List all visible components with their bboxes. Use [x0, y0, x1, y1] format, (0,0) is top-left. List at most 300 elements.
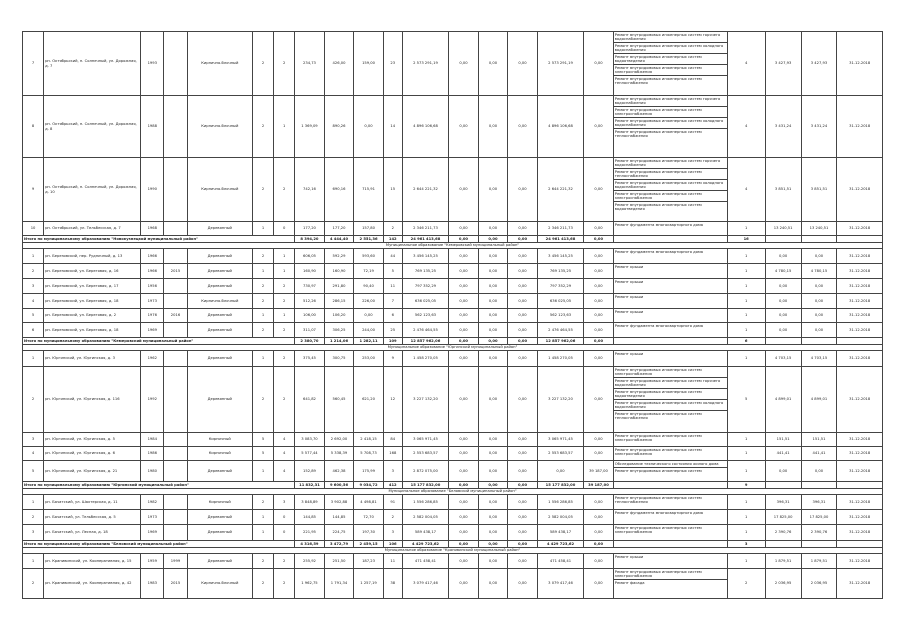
subtotal-value: 8 394,20 — [295, 236, 325, 243]
cost-owners: 2 553 683,57 — [537, 447, 583, 461]
wall-material: Кирпично-блочный — [187, 158, 252, 222]
table-row — [23, 525, 883, 541]
row-number: 10 — [23, 222, 44, 236]
work-item: Ремонт внутридомовых инженерных систем холодного водоснабжения — [614, 118, 727, 129]
address-cell: рп. Крапивинский, ул. Кооперативная, д. 42 — [44, 569, 141, 599]
completion-date: 31.12.2018 — [837, 294, 883, 309]
subtotal-value: 106 — [383, 541, 402, 548]
living-area: 462,38 — [324, 461, 354, 482]
subtotal-empty — [765, 541, 801, 548]
works-count: 1 — [727, 264, 765, 279]
cost-owners: 2 644 221,32 — [537, 158, 583, 222]
entrances: 0 — [274, 222, 295, 236]
other-area: 187,23 — [354, 554, 384, 569]
max-unit-cost: 151,51 — [801, 433, 837, 447]
work-item: Ремонт внутридомовых инженерных систем электроснабжения — [614, 526, 702, 534]
max-unit-cost: 0,00 — [801, 461, 837, 482]
row-number: 1 — [23, 554, 44, 569]
other-area: 90,40 — [354, 279, 384, 294]
works-count: 1 — [727, 279, 765, 294]
residents: 2 — [383, 222, 402, 236]
repair-year: 2015 — [164, 264, 187, 279]
work-item: Ремонт крыши — [614, 280, 644, 284]
total-area: 641,82 — [295, 367, 325, 433]
table-row — [23, 461, 883, 482]
floors: 1 — [253, 525, 274, 541]
subtotal-empty — [837, 236, 883, 243]
work-item: Ремонт фундамента многоквартирного дома — [614, 250, 704, 254]
row-number: 6 — [23, 323, 44, 338]
floors: 2 — [253, 367, 274, 433]
living-area: 306,25 — [324, 323, 354, 338]
work-item: Ремонт внутридомовых инженерных систем водоотведения — [614, 389, 727, 400]
completion-date: 31.12.2018 — [837, 249, 883, 264]
repair-year — [164, 249, 187, 264]
residents: 11 — [383, 554, 402, 569]
row-number: 8 — [23, 96, 44, 158]
subtotal-row — [23, 338, 883, 345]
cost-owners: 2 346 211,73 — [537, 222, 583, 236]
residents: 11 — [383, 279, 402, 294]
wall-material: Кирпичный — [187, 495, 252, 510]
subtotal-count: 9 — [727, 482, 765, 489]
cost-owners: 2 476 464,55 — [537, 323, 583, 338]
works-cell — [613, 264, 727, 279]
cost-total: 2 872 075,00 — [402, 461, 448, 482]
completion-date: 31.12.2018 — [837, 510, 883, 525]
wall-material: Деревянный — [187, 525, 252, 541]
build-year: 1969 — [141, 323, 164, 338]
build-year: 1982 — [141, 495, 164, 510]
other-area: 159,00 — [354, 32, 384, 96]
cost-municipal: 0,00 — [508, 264, 538, 279]
cost-fund: 0,00 — [449, 222, 479, 236]
subtotal-value: 0,00 — [584, 338, 614, 345]
work-item: Ремонт внутридомовых инженерных систем электроснабжения — [614, 191, 727, 202]
build-year: 1983 — [141, 569, 164, 599]
completion-date: 31.12.2018 — [837, 279, 883, 294]
subtotal-empty — [613, 236, 727, 243]
table-row — [23, 294, 883, 309]
subtotal-value: 0,00 — [478, 236, 508, 243]
subtotal-row — [23, 541, 883, 548]
subtotal-value: 15 177 832,00 — [402, 482, 448, 489]
address-cell: рп. Октябрьский, п. Солнечный, ул. Дорожная, д. 7 — [44, 32, 141, 96]
floors: 2 — [253, 96, 274, 158]
row-number: 4 — [23, 294, 44, 309]
subtotal-value: 0,00 — [478, 541, 508, 548]
subtotal-value: 2 551,36 — [354, 236, 384, 243]
cost-region: 0,00 — [478, 351, 508, 367]
subtotal-value: 0,00 — [584, 236, 614, 243]
unit-cost: 0,00 — [765, 294, 801, 309]
cost-owners: 797 352,29 — [537, 279, 583, 294]
subtotal-value: 0,00 — [449, 541, 479, 548]
wall-material: Деревянный — [187, 554, 252, 569]
cost-fund: 0,00 — [449, 367, 479, 433]
work-item: Ремонт внутридомовых инженерных систем электроснабжения — [614, 448, 702, 456]
works-cell — [613, 158, 727, 222]
subtotal-empty — [801, 482, 837, 489]
work-item: Ремонт внутридомовых инженерных систем водоотведения — [614, 203, 702, 211]
table-row — [23, 447, 883, 461]
works-cell — [613, 309, 727, 323]
work-item: Ремонт внутридомовых инженерных систем теплоснабжения — [614, 169, 727, 180]
cost-owners: 4 896 106,68 — [537, 96, 583, 158]
work-item: Ремонт внутридомовых инженерных систем электроснабжения — [614, 367, 727, 378]
table-row — [23, 279, 883, 294]
unit-cost: 441,41 — [765, 447, 801, 461]
cost-municipal: 0,00 — [508, 222, 538, 236]
residents: 3 — [383, 525, 402, 541]
other-area: 593,60 — [354, 249, 384, 264]
other-area: 621,20 — [354, 367, 384, 433]
section-title: Муниципальное образование "Юргинский муниципальный район" — [23, 345, 883, 351]
max-unit-cost: 441,41 — [801, 447, 837, 461]
work-item: Ремонт внутридомовых инженерных систем горячего водоснабжения — [614, 96, 727, 107]
cost-fund: 0,00 — [449, 569, 479, 599]
cost-total: 1 458 270,05 — [402, 351, 448, 367]
table-row — [23, 249, 883, 264]
cost-total: 2 644 221,32 — [402, 158, 448, 222]
cost-region: 0,00 — [478, 294, 508, 309]
cost-owners: 562 123,63 — [537, 309, 583, 323]
entrances: 0 — [274, 510, 295, 525]
subtotal-value: 0,00 — [478, 482, 508, 489]
work-item: Ремонт внутридомовых инженерных систем горячего водоснабжения — [614, 378, 727, 389]
unit-cost: 0,00 — [765, 323, 801, 338]
cost-other: 0,00 — [584, 279, 614, 294]
table-row — [23, 367, 883, 433]
cost-other: 0,00 — [584, 96, 614, 158]
subtotal-count: 3 — [727, 541, 765, 548]
section-title: Муниципальное образование "Крапивинский муниципальный район" — [23, 548, 883, 554]
cost-other: 0,00 — [584, 367, 614, 433]
cost-municipal: 0,00 — [508, 279, 538, 294]
total-area: 742,16 — [295, 158, 325, 222]
subtotal-value: 1 214,06 — [324, 338, 354, 345]
repair-year — [164, 351, 187, 367]
floors: 1 — [253, 510, 274, 525]
row-number: 1 — [23, 249, 44, 264]
row-number: 2 — [23, 569, 44, 599]
cost-fund: 0,00 — [449, 279, 479, 294]
unit-cost: 0,00 — [765, 279, 801, 294]
wall-material: Деревянный — [187, 510, 252, 525]
entrances: 2 — [274, 569, 295, 599]
cost-region: 0,00 — [478, 525, 508, 541]
subtotal-row — [23, 482, 883, 489]
build-year: 1966 — [141, 249, 164, 264]
completion-date: 31.12.2018 — [837, 433, 883, 447]
living-area: 560,45 — [324, 367, 354, 433]
repair-year — [164, 158, 187, 222]
row-number: 3 — [23, 433, 44, 447]
works-cell — [613, 96, 727, 158]
row-number: 7 — [23, 32, 44, 96]
unit-cost: 0,00 — [765, 309, 801, 323]
row-number: 1 — [23, 495, 44, 510]
cost-municipal: 0,00 — [508, 367, 538, 433]
row-number: 4 — [23, 447, 44, 461]
max-unit-cost: 2 390,76 — [801, 525, 837, 541]
entrances: 1 — [274, 249, 295, 264]
unit-cost: 4 780,15 — [765, 264, 801, 279]
repair-year — [164, 447, 187, 461]
cost-region: 0,00 — [478, 367, 508, 433]
wall-material: Деревянный — [187, 222, 252, 236]
subtotal-value: 0,00 — [508, 338, 538, 345]
cost-other: 0,00 — [584, 433, 614, 447]
wall-material: Деревянный — [187, 249, 252, 264]
cost-region: 0,00 — [478, 96, 508, 158]
row-number: 5 — [23, 309, 44, 323]
unit-cost: 1 879,51 — [765, 554, 801, 569]
unit-cost: 17 825,00 — [765, 510, 801, 525]
work-item: Ремонт фасада — [614, 581, 645, 585]
residents: 2 — [383, 510, 402, 525]
works-cell — [613, 510, 727, 525]
cost-total: 4 896 106,68 — [402, 96, 448, 158]
cost-total: 1 556 286,85 — [402, 495, 448, 510]
works-count: 1 — [727, 461, 765, 482]
unit-cost: 3 431,24 — [765, 96, 801, 158]
wall-material: Деревянный — [187, 367, 252, 433]
unit-cost: 0,00 — [765, 249, 801, 264]
subtotal-value: 4 429 723,62 — [537, 541, 583, 548]
cost-region: 0,00 — [478, 32, 508, 96]
works-count: 1 — [727, 294, 765, 309]
address-cell: рп. Октябрьский, ул. Тельбесская, д. 7 — [44, 222, 141, 236]
completion-date: 31.12.2018 — [837, 32, 883, 96]
work-item: Ремонт внутридомовых инженерных систем — [614, 469, 702, 473]
wall-material: Кирпично-блочный — [187, 294, 252, 309]
build-year: 1959 — [141, 554, 164, 569]
cost-fund: 0,00 — [449, 461, 479, 482]
unit-cost: 2 036,95 — [765, 569, 801, 599]
table-row — [23, 510, 883, 525]
residents: 25 — [383, 323, 402, 338]
table-row — [23, 351, 883, 367]
repair-year — [164, 279, 187, 294]
max-unit-cost: 396,31 — [801, 495, 837, 510]
cost-owners: 3 227 132,20 — [537, 367, 583, 433]
work-item: Ремонт внутридомовых инженерных систем теплоснабжения — [614, 496, 702, 504]
cost-total: 797 352,29 — [402, 279, 448, 294]
subtotal-value: 24 961 413,68 — [402, 236, 448, 243]
total-area: 1 369,09 — [295, 96, 325, 158]
living-area: 106,20 — [324, 309, 354, 323]
unit-cost: 4 703,15 — [765, 351, 801, 367]
max-unit-cost: 0,00 — [801, 294, 837, 309]
residents: 6 — [383, 309, 402, 323]
work-item: Ремонт внутридомовых инженерных систем горячего водоснабжения — [614, 32, 727, 43]
row-number: 5 — [23, 461, 44, 482]
max-unit-cost: 3 431,24 — [801, 96, 837, 158]
cost-other: 0,00 — [584, 351, 614, 367]
wall-material: Деревянный — [187, 461, 252, 482]
wall-material: Деревянный — [187, 323, 252, 338]
floors: 2 — [253, 249, 274, 264]
works-count: 5 — [727, 367, 765, 433]
floors: 1 — [253, 351, 274, 367]
subtotal-count: 16 — [727, 236, 765, 243]
cost-municipal: 0,00 — [508, 433, 538, 447]
other-area: 2 418,15 — [354, 433, 384, 447]
work-item: Ремонт внутридомовых инженерных систем холодного водоснабжения — [614, 43, 727, 54]
works-count: 1 — [727, 554, 765, 569]
total-area: 106,00 — [295, 309, 325, 323]
entrances: 1 — [274, 264, 295, 279]
total-area: 1 962,75 — [295, 569, 325, 599]
address-cell: рп. Березовский, ул. Береговая, д. 17 — [44, 279, 141, 294]
build-year: 1966 — [141, 264, 164, 279]
cost-municipal: 0,00 — [508, 309, 538, 323]
repair-year — [164, 323, 187, 338]
table-body — [23, 32, 883, 599]
subtotal-value: 142 — [383, 236, 402, 243]
build-year: 1968 — [141, 222, 164, 236]
entrances: 3 — [274, 495, 295, 510]
work-item: Ремонт внутридомовых инженерных систем холодного водоснабжения — [614, 400, 727, 411]
cost-region: 0,00 — [478, 554, 508, 569]
work-item: Ремонт крыши — [614, 295, 644, 299]
cost-owners: 636 025,05 — [537, 294, 583, 309]
residents: 3 — [383, 461, 402, 482]
entrances: 2 — [274, 32, 295, 96]
living-area: 426,00 — [324, 32, 354, 96]
subtotal-value: 4 444,40 — [324, 236, 354, 243]
other-area: 0,00 — [354, 96, 384, 158]
floors: 2 — [253, 32, 274, 96]
other-area: 244,00 — [354, 323, 384, 338]
total-area: 255,92 — [295, 554, 325, 569]
subtotal-row — [23, 236, 883, 243]
wall-material: Кирпичный — [187, 447, 252, 461]
repair-year: 2015 — [164, 569, 187, 599]
entrances: 2 — [274, 323, 295, 338]
unit-cost: 4 899,01 — [765, 367, 801, 433]
subtotal-empty — [765, 482, 801, 489]
address-cell: рп. Березовский, ул. Береговая, д. 16 — [44, 264, 141, 279]
completion-date: 31.12.2018 — [837, 264, 883, 279]
max-unit-cost: 13 240,51 — [801, 222, 837, 236]
cost-other: 0,00 — [584, 294, 614, 309]
floors: 5 — [253, 433, 274, 447]
address-cell: рп. Березовский, ул. Береговая, д. 18 — [44, 323, 141, 338]
living-area: 592,29 — [324, 249, 354, 264]
residents: 84 — [383, 433, 402, 447]
floors: 2 — [253, 554, 274, 569]
table-row — [23, 433, 883, 447]
floors: 5 — [253, 447, 274, 461]
cost-municipal: 0,00 — [508, 96, 538, 158]
work-item: Ремонт крыши — [614, 310, 644, 314]
address-cell: рп. Октябрьский, п. Солнечный, ул. Дорожная, д. 10 — [44, 158, 141, 222]
row-number: 3 — [23, 525, 44, 541]
table-row — [23, 158, 883, 222]
table-row — [23, 32, 883, 96]
repair-year — [164, 495, 187, 510]
max-unit-cost: 4 703,15 — [801, 351, 837, 367]
table-row — [23, 222, 883, 236]
subtotal-value: 9 034,72 — [354, 482, 384, 489]
subtotal-value: 12 857 962,06 — [402, 338, 448, 345]
row-number: 1 — [23, 351, 44, 367]
residents: 91 — [383, 495, 402, 510]
living-area: 251,50 — [324, 554, 354, 569]
table-row — [23, 323, 883, 338]
max-unit-cost: 4 899,01 — [801, 367, 837, 433]
max-unit-cost: 4 780,15 — [801, 264, 837, 279]
build-year: 1973 — [141, 510, 164, 525]
cost-municipal: 0,00 — [508, 461, 538, 482]
cost-other: 39 187,00 — [584, 461, 614, 482]
floors: 2 — [253, 158, 274, 222]
row-number: 2 — [23, 367, 44, 433]
total-area: 512,26 — [295, 294, 325, 309]
build-year: 1992 — [141, 367, 164, 433]
work-item: Ремонт внутридомовых инженерных систем холодного водоснабжения — [614, 180, 727, 191]
repair-year — [164, 294, 187, 309]
table-row — [23, 264, 883, 279]
document-sheet — [22, 31, 883, 621]
cost-other: 0,00 — [584, 569, 614, 599]
total-area: 311,07 — [295, 323, 325, 338]
total-area: 234,73 — [295, 32, 325, 96]
works-count: 1 — [727, 495, 765, 510]
cost-municipal: 0,00 — [508, 158, 538, 222]
wall-material: Кирпично-блочный — [187, 32, 252, 96]
completion-date: 31.12.2018 — [837, 96, 883, 158]
wall-material: Деревянный — [187, 279, 252, 294]
row-number: 3 — [23, 279, 44, 294]
work-item: Ремонт внутридомовых инженерных систем теплоснабжения — [614, 412, 702, 420]
cost-fund: 0,00 — [449, 158, 479, 222]
works-cell — [613, 367, 727, 433]
cost-region: 0,00 — [478, 510, 508, 525]
wall-material: Кирпично-блочный — [187, 96, 252, 158]
cost-fund: 0,00 — [449, 32, 479, 96]
completion-date: 31.12.2018 — [837, 323, 883, 338]
wall-material: Деревянный — [187, 309, 252, 323]
subtotal-value: 0,00 — [449, 338, 479, 345]
total-area: 221,95 — [295, 525, 325, 541]
completion-date: 31.12.2018 — [837, 158, 883, 222]
cost-municipal: 0,00 — [508, 495, 538, 510]
works-cell — [613, 279, 727, 294]
max-unit-cost: 2 036,95 — [801, 569, 837, 599]
subtotal-value: 24 961 413,68 — [537, 236, 583, 243]
works-count: 4 — [727, 32, 765, 96]
residents: 7 — [383, 294, 402, 309]
capital-repair-table — [22, 31, 883, 599]
entrances: 1 — [274, 309, 295, 323]
living-area: 890,26 — [324, 96, 354, 158]
cost-fund: 0,00 — [449, 294, 479, 309]
subtotal-empty — [765, 338, 801, 345]
total-area: 177,20 — [295, 222, 325, 236]
unit-cost: 2 390,76 — [765, 525, 801, 541]
subtotal-value: 4 429 723,62 — [402, 541, 448, 548]
subtotal-value: 15 177 832,00 — [537, 482, 583, 489]
address-cell: рп. Крапивинский, ул. Кооперативная, д. 15 — [44, 554, 141, 569]
address-cell: рп. Бачатский, ул. Тельбесская, д. 5 — [44, 510, 141, 525]
cost-municipal: 0,00 — [508, 294, 538, 309]
unit-cost: 0,00 — [765, 461, 801, 482]
subtotal-empty — [613, 541, 727, 548]
repair-year — [164, 222, 187, 236]
